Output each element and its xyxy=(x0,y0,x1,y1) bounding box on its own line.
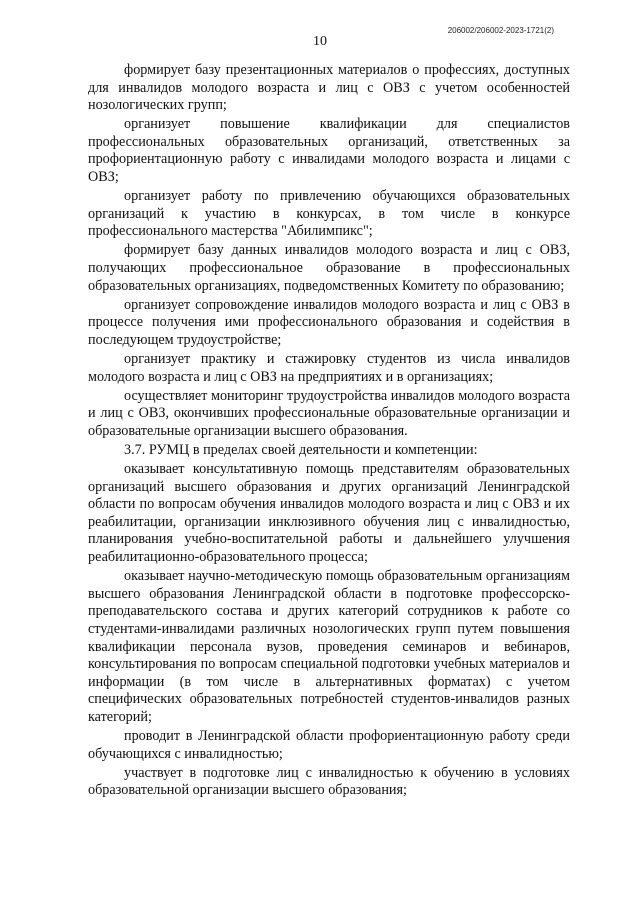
paragraph: осуществляет мониторинг трудоустройства инвалидов молодого возраста и лиц с ОВЗ, окончивших профессиональные образовательные организации и образовательные организации высшего образования. xyxy=(88,387,570,439)
paragraph: проводит в Ленинградской области профориентационную работу среди обучающихся с инвалидностью; xyxy=(88,727,570,762)
document-body xyxy=(88,62,570,801)
paragraph: организует практику и стажировку студентов из числа инвалидов молодого возраста и лиц с ОВЗ на предприятиях и в организациях; xyxy=(88,351,570,385)
paragraph: организует сопровождение инвалидов молодого возраста и лиц с ОВЗ в процессе получения ими профессионального образования и содействия в последующем трудоустройстве; xyxy=(88,296,570,348)
page-number: 10 xyxy=(313,34,327,49)
paragraph: оказывает консультативную помощь представителям образовательных организаций высшего образования и других организаций Ленинградской области по вопросам обучения инвалидов молодого возраста и лиц с ОВЗ и их реабилитации, организации инклюзивного обучения лиц с инвалидностью, планирования учебно-воспитательной работы и дальнейшего улучшения реабилитационно-образовательного процесса; xyxy=(88,461,570,566)
paragraph: оказывает научно-методическую помощь образовательным организациям высшего образования Ленинградской области в подготовке профессорско-преподавательского состава и других категорий сотрудников к работе со студентами-инвалидами различных нозологических групп путем повышения квалификации персонала вузов, проведения семинаров и вебинаров, консультирования по вопросам специальной подготовки учебных материалов и информации (в том числе в альтернативных форматах) с учетом специфических образовательных потребностей студентов-инвалидов разных категорий; xyxy=(88,568,570,725)
paragraph: организует повышение квалификации для специалистов профессиональных образовательных организаций, ответственных за профориентационную работу с инвалидами молодого возраста и лицами с ОВЗ; xyxy=(88,116,570,186)
paragraph: организует работу по привлечению обучающихся образовательных организаций к участию в конкурсах, в том числе в конкурсе профессионального мастерства "Абилимпикс"; xyxy=(88,188,570,240)
paragraph: участвует в подготовке лиц с инвалидностью к обучению в условиях образовательной организации высшего образования; xyxy=(88,764,570,799)
paragraph: формирует базу презентационных материалов о профессиях, доступных для инвалидов молодого возраста и лиц с ОВЗ с учетом особенностей нозологических групп; xyxy=(88,62,570,114)
section-heading: 3.7. РУМЦ в пределах своей деятельности и компетенции: xyxy=(124,441,478,458)
document-number: 206002/206002-2023-1721(2) xyxy=(447,26,554,35)
paragraph: формирует базу данных инвалидов молодого возраста и лиц с ОВЗ, получающих профессиональное образование в профессиональных образовательных организациях, подведомственных Комитету по образованию; xyxy=(88,242,570,294)
